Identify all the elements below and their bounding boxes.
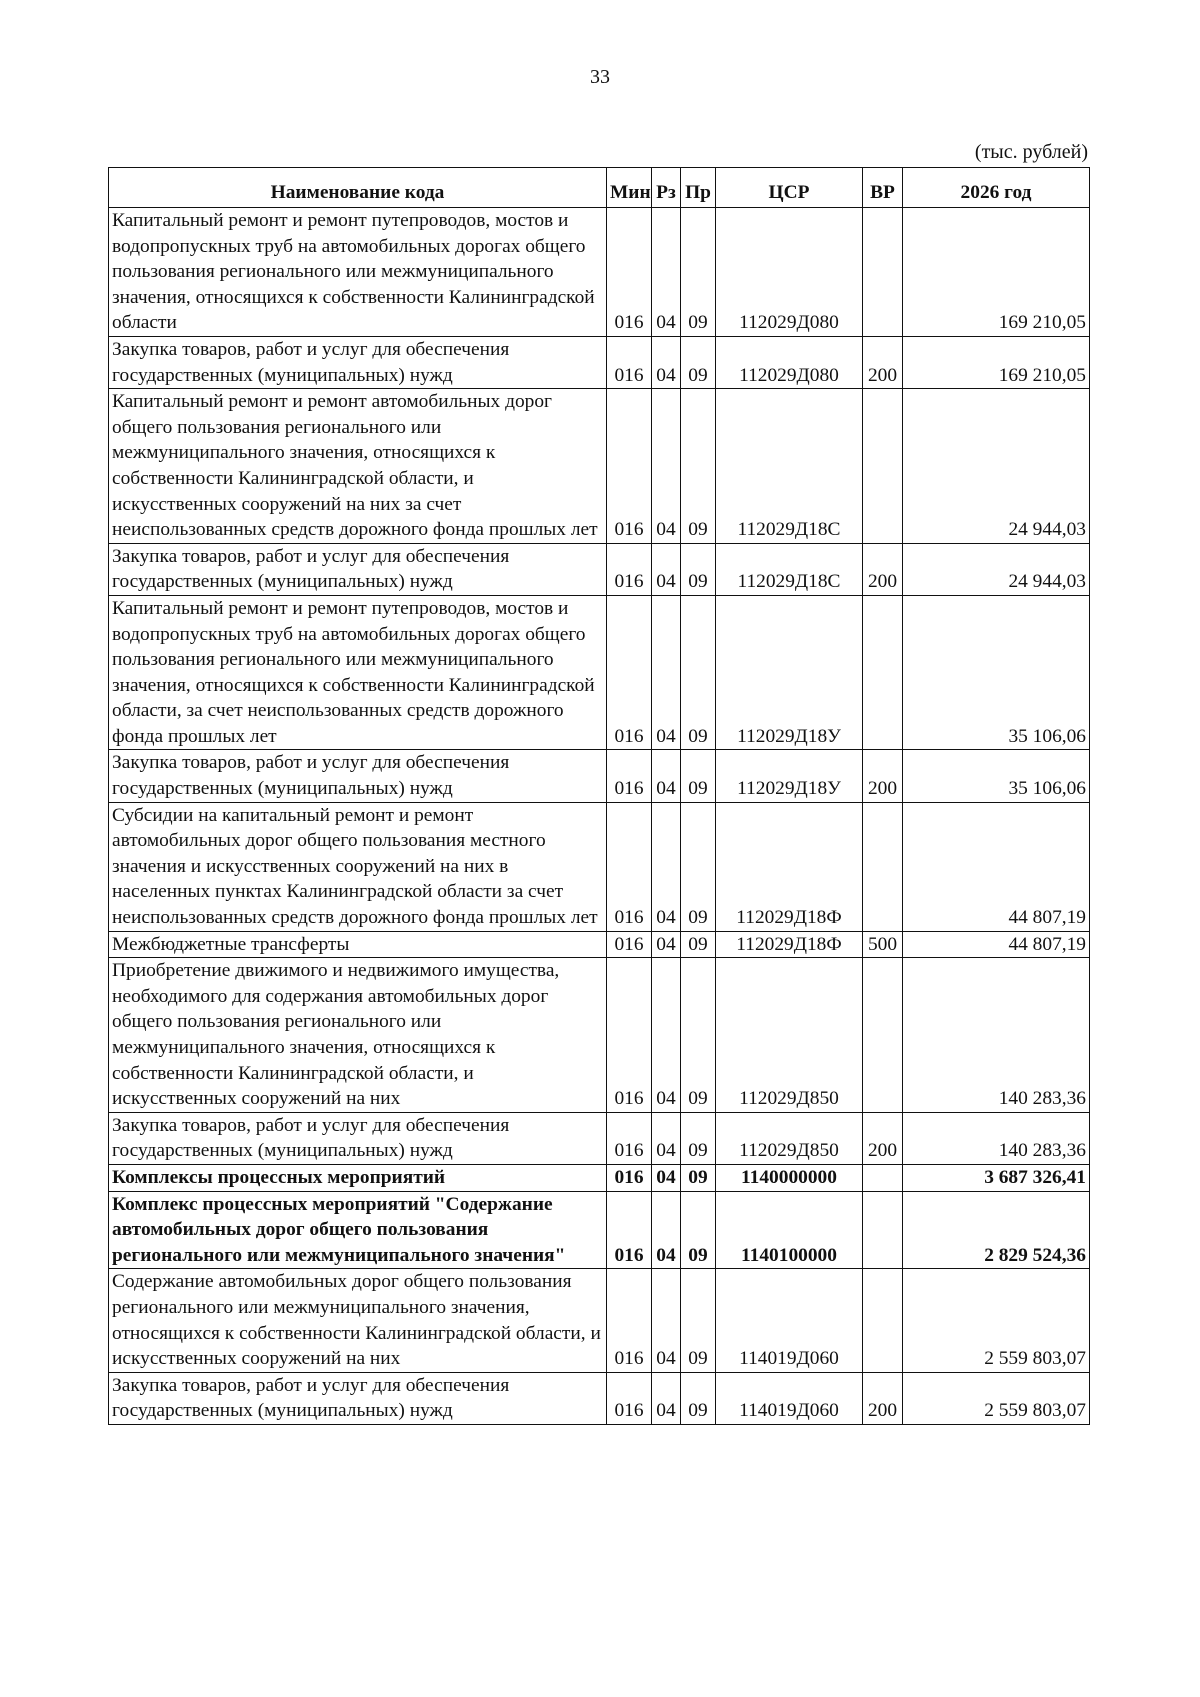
cell-vr	[863, 958, 903, 1113]
cell-vr	[863, 1269, 903, 1372]
header-csr: ЦСР	[716, 168, 863, 208]
cell-pr: 09	[681, 1164, 716, 1191]
cell-pr: 09	[681, 336, 716, 388]
table-row	[109, 1269, 1090, 1372]
table-row	[109, 958, 1090, 1113]
cell-vr	[863, 208, 903, 337]
page-number: 33	[590, 66, 610, 88]
cell-pr: 09	[681, 931, 716, 958]
cell-sum: 140 283,36	[903, 1112, 1090, 1164]
cell-csr: 112029Д18С	[716, 389, 863, 544]
cell-pr: 09	[681, 802, 716, 931]
cell-vr: 200	[863, 543, 903, 595]
cell-name: Капитальный ремонт и ремонт автомобильных дорог общего пользования регионального или межмуниципального значения, относящихся к собственности Калининградской области, и искусственных сооружений на них за счет неиспользованных средств дорожного фонда прошлых лет	[109, 389, 607, 544]
cell-csr: 112029Д18С	[716, 543, 863, 595]
cell-pr: 09	[681, 595, 716, 750]
table-row	[109, 1372, 1090, 1424]
table-row	[109, 750, 1090, 802]
cell-min: 016	[607, 802, 652, 931]
cell-rz: 04	[652, 958, 681, 1113]
cell-sum: 2 559 803,07	[903, 1269, 1090, 1372]
cell-sum: 169 210,05	[903, 208, 1090, 337]
cell-sum: 35 106,06	[903, 595, 1090, 750]
cell-sum: 44 807,19	[903, 931, 1090, 958]
cell-rz: 04	[652, 802, 681, 931]
cell-pr: 09	[681, 208, 716, 337]
cell-rz: 04	[652, 750, 681, 802]
cell-vr	[863, 1191, 903, 1269]
cell-name: Комплекс процессных мероприятий "Содержание автомобильных дорог общего пользования регионального или межмуниципального значения"	[109, 1191, 607, 1269]
cell-sum: 24 944,03	[903, 543, 1090, 595]
cell-sum: 169 210,05	[903, 336, 1090, 388]
header-year: 2026 год	[903, 168, 1090, 208]
header-pr: Пр	[681, 168, 716, 208]
cell-min: 016	[607, 543, 652, 595]
cell-sum: 44 807,19	[903, 802, 1090, 931]
table-row	[109, 336, 1090, 388]
table-row	[109, 543, 1090, 595]
table-row	[109, 389, 1090, 544]
cell-csr: 112029Д18Ф	[716, 931, 863, 958]
cell-pr: 09	[681, 958, 716, 1113]
cell-pr: 09	[681, 389, 716, 544]
cell-rz: 04	[652, 1164, 681, 1191]
cell-name: Комплексы процессных мероприятий	[109, 1164, 607, 1191]
cell-vr: 200	[863, 1112, 903, 1164]
cell-csr: 112029Д080	[716, 208, 863, 337]
cell-csr: 114019Д060	[716, 1372, 863, 1424]
cell-csr: 112029Д850	[716, 958, 863, 1113]
cell-min: 016	[607, 1191, 652, 1269]
cell-csr: 112029Д18У	[716, 595, 863, 750]
cell-vr: 200	[863, 750, 903, 802]
cell-csr: 112029Д18Ф	[716, 802, 863, 931]
cell-rz: 04	[652, 1372, 681, 1424]
table-row	[109, 802, 1090, 931]
cell-sum: 35 106,06	[903, 750, 1090, 802]
cell-min: 016	[607, 1164, 652, 1191]
cell-name: Закупка товаров, работ и услуг для обеспечения государственных (муниципальных) нужд	[109, 1372, 607, 1424]
cell-name: Закупка товаров, работ и услуг для обеспечения государственных (муниципальных) нужд	[109, 750, 607, 802]
cell-sum: 2 559 803,07	[903, 1372, 1090, 1424]
cell-rz: 04	[652, 931, 681, 958]
cell-pr: 09	[681, 543, 716, 595]
header-name: Наименование кода	[109, 168, 607, 208]
table-row	[109, 1164, 1090, 1191]
cell-vr: 200	[863, 336, 903, 388]
cell-sum: 140 283,36	[903, 958, 1090, 1113]
cell-min: 016	[607, 389, 652, 544]
cell-csr: 112029Д18У	[716, 750, 863, 802]
cell-vr: 200	[863, 1372, 903, 1424]
cell-min: 016	[607, 1372, 652, 1424]
cell-name: Капитальный ремонт и ремонт путепроводов, мостов и водопропускных труб на автомобильных дорогах общего пользования регионального или межмуниципального значения, относящихся к собственности Калининградской области	[109, 208, 607, 337]
cell-vr: 500	[863, 931, 903, 958]
cell-pr: 09	[681, 1372, 716, 1424]
cell-csr: 1140000000	[716, 1164, 863, 1191]
cell-name: Закупка товаров, работ и услуг для обеспечения государственных (муниципальных) нужд	[109, 336, 607, 388]
table-row	[109, 931, 1090, 958]
cell-rz: 04	[652, 595, 681, 750]
table-row	[109, 1191, 1090, 1269]
cell-min: 016	[607, 750, 652, 802]
cell-vr	[863, 595, 903, 750]
header-min: Мин	[607, 168, 652, 208]
cell-csr: 112029Д080	[716, 336, 863, 388]
cell-pr: 09	[681, 1191, 716, 1269]
table-row	[109, 595, 1090, 750]
table-row	[109, 208, 1090, 337]
cell-name: Межбюджетные трансферты	[109, 931, 607, 958]
cell-rz: 04	[652, 1112, 681, 1164]
cell-vr	[863, 1164, 903, 1191]
cell-pr: 09	[681, 750, 716, 802]
cell-vr	[863, 802, 903, 931]
header-vr: ВР	[863, 168, 903, 208]
cell-min: 016	[607, 208, 652, 337]
cell-name: Субсидии на капитальный ремонт и ремонт автомобильных дорог общего пользования местного значения и искусственных сооружений на них в населенных пунктах Калининградской области за счет неиспользованных средств дорожного фонда прошлых лет	[109, 802, 607, 931]
cell-name: Приобретение движимого и недвижимого имущества, необходимого для содержания автомобильных дорог общего пользования регионального или межмуниципального значения, относящихся к собственности Калининградской области, и искусственных сооружений на них	[109, 958, 607, 1113]
cell-min: 016	[607, 336, 652, 388]
cell-pr: 09	[681, 1112, 716, 1164]
cell-sum: 2 829 524,36	[903, 1191, 1090, 1269]
cell-rz: 04	[652, 336, 681, 388]
cell-rz: 04	[652, 1191, 681, 1269]
header-rz: Рз	[652, 168, 681, 208]
cell-min: 016	[607, 595, 652, 750]
cell-rz: 04	[652, 1269, 681, 1372]
cell-min: 016	[607, 1112, 652, 1164]
cell-csr: 112029Д850	[716, 1112, 863, 1164]
cell-min: 016	[607, 958, 652, 1113]
cell-min: 016	[607, 931, 652, 958]
cell-csr: 1140100000	[716, 1191, 863, 1269]
budget-table	[108, 167, 1090, 1425]
cell-min: 016	[607, 1269, 652, 1372]
cell-name: Закупка товаров, работ и услуг для обеспечения государственных (муниципальных) нужд	[109, 543, 607, 595]
cell-pr: 09	[681, 1269, 716, 1372]
cell-vr	[863, 389, 903, 544]
cell-sum: 24 944,03	[903, 389, 1090, 544]
table-header-row	[109, 168, 1090, 208]
cell-rz: 04	[652, 208, 681, 337]
cell-rz: 04	[652, 389, 681, 544]
cell-csr: 114019Д060	[716, 1269, 863, 1372]
cell-sum: 3 687 326,41	[903, 1164, 1090, 1191]
cell-name: Капитальный ремонт и ремонт путепроводов, мостов и водопропускных труб на автомобильных дорогах общего пользования регионального или межмуниципального значения, относящихся к собственности Калининградской области, за счет неиспользованных средств дорожного фонда прошлых лет	[109, 595, 607, 750]
units-label: (тыс. рублей)	[974, 141, 1088, 163]
cell-rz: 04	[652, 543, 681, 595]
cell-name: Закупка товаров, работ и услуг для обеспечения государственных (муниципальных) нужд	[109, 1112, 607, 1164]
table-row	[109, 1112, 1090, 1164]
cell-name: Содержание автомобильных дорог общего пользования регионального или межмуниципального значения, относящихся к собственности Калининградской области, и искусственных сооружений на них	[109, 1269, 607, 1372]
